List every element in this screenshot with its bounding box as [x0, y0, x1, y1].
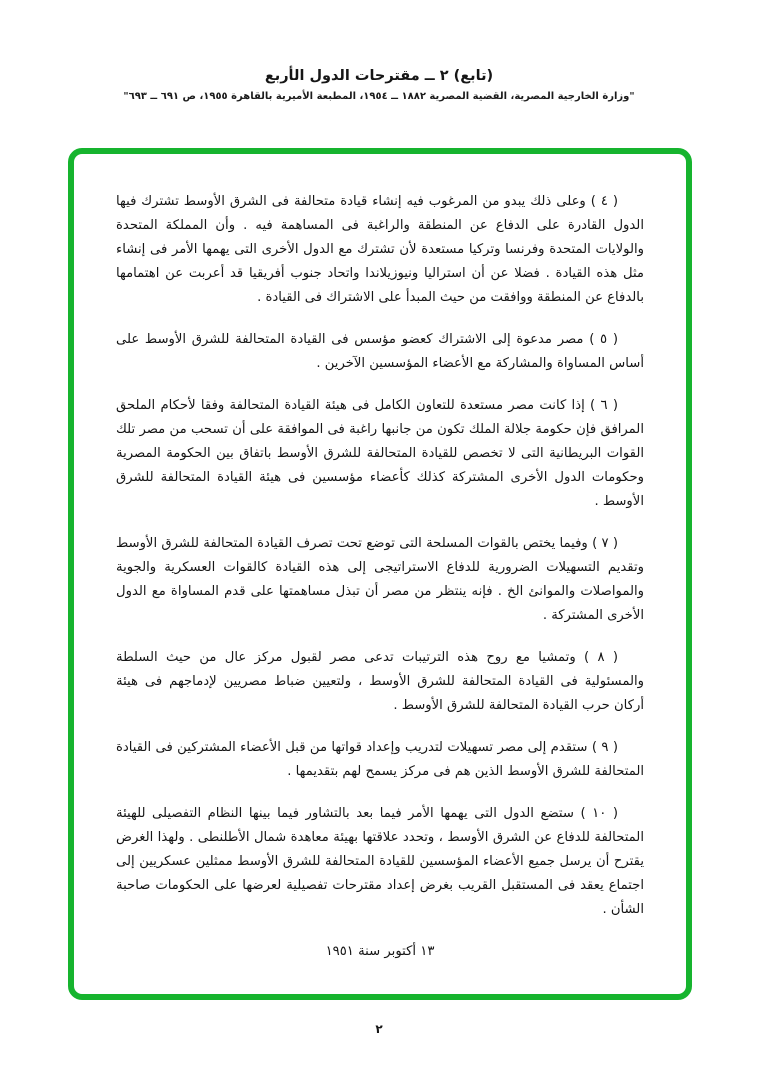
paragraph-9	[116, 736, 644, 784]
paragraph-text: مصر مدعوة إلى الاشتراك كعضو مؤسس فى القيادة المتحالفة للشرق الأوسط على أساس المساواة والمشاركة مع الأعضاء المؤسسين الآخرين .	[116, 332, 644, 371]
paragraph-text: وعلى ذلك يبدو من المرغوب فيه إنشاء قيادة متحالفة فى الشرق الأوسط تشترك فيها الدول القادرة على الدفاع عن المنطقة والراغبة فى المساهمة فيه . وأن المملكة المتحدة والولايات المتحدة وفرنسا وتركيا مستعدة لأن تشترك مع الدول الأخرى التى يهمها الأمر فى إنشاء مثل هذه القيادة . فضلا عن أن استراليا ونيوزيلاندا واتحاد جنوب أفريقيا قد أعربت عن اهتمامها بالدفاع عن المنطقة ووافقت من حيث المبدأ على الاشتراك فى القيادة .	[116, 194, 644, 305]
paragraph-text: ستقدم إلى مصر تسهيلات لتدريب وإعداد قواتها من قبل الأعضاء المشتركين فى القيادة المتحالفة للشرق الأوسط الذين هم فى مركز يسمح لهم بتقديمها .	[116, 740, 644, 779]
highlight-box	[68, 148, 692, 1000]
paragraph-6	[116, 394, 644, 514]
paragraph-text: وفيما يختص بالقوات المسلحة التى توضع تحت تصرف القيادة المتحالفة للشرق الأوسط وتقديم التسهيلات الضرورية للدفاع الاستراتيجى إلى هذه القيادة كالقوات العسكرية والجوية والمواصلات والموانئ الخ . فإنه ينتظر من مصر أن تبذل مساهمتها على قدم المساواة مع الدول الأخرى المشتركة .	[116, 536, 644, 623]
document-header	[0, 68, 758, 102]
paragraph-number: ( ٨ )	[584, 650, 618, 665]
paragraph-4	[116, 190, 644, 310]
paragraph-5	[116, 328, 644, 376]
date-line: ١٣ أكتوبر سنة ١٩٥١	[325, 944, 435, 959]
paragraph-number: ( ١٠ )	[580, 806, 618, 821]
paragraph-number: ( ٩ )	[591, 740, 619, 755]
paragraph-text: ستضع الدول التى يهمها الأمر فيما بعد بالتشاور فيما بينها النظام التفصيلى للهيئة المتحالفة للدفاع عن الشرق الأوسط ، وتحدد علاقتها بهيئة معاهدة شمال الأطلنطى . ولهذا الغرض يقترح أن يرسل جميع الأعضاء المؤسسين للقيادة المتحالفة للشرق الأوسط ممثلين عسكريين إلى اجتماع يعقد فى المستقبل القريب بغرض إعداد مقترحات تفصيلية لعرضها على الحكومات صاحبة الشأن .	[116, 806, 644, 917]
paragraph-text: وتمشيا مع روح هذه الترتيبات تدعى مصر لقبول مركز عال من حيث السلطة والمسئولية فى القيادة المتحالفة للشرق الأوسط ، ولتعيين ضباط مصريين لإدماجهم فى هيئة أركان حرب القيادة المتحالفة للشرق الأوسط .	[116, 650, 644, 713]
paragraph-text: إذا كانت مصر مستعدة للتعاون الكامل فى هيئة القيادة المتحالفة وفقا لأحكام الملحق المرافق فإن حكومة جلالة الملك تكون من جانبها راغبة فى الموافقة على أن تسحب من مصر تلك القوات البريطانية التى لا تخصص للقيادة المتحالفة للشرق الأوسط باتفاق بين الحكومة المصرية وحكومات الدول الأخرى المشتركة كذلك كأعضاء مؤسسين فى هيئة القيادة المتحالفة للشرق الأوسط .	[116, 398, 644, 509]
paragraph-number: ( ٦ )	[590, 398, 618, 413]
paragraph-10	[116, 802, 644, 922]
page-title: (تابع) ٢ ــ مقترحات الدول الأربع	[264, 68, 494, 84]
document-body	[74, 154, 686, 964]
page-number: ٢	[375, 1022, 383, 1036]
paragraph-8	[116, 646, 644, 718]
paragraph-number: ( ٤ )	[590, 194, 618, 209]
paragraph-7	[116, 532, 644, 628]
citation-line: "وزارة الخارجية المصرية، القضية المصرية ١٨٨٢ ــ ١٩٥٤، المطبعة الأميرية بالقاهرة ١٩٥٥، ص ٦٩١ ــ ٦٩٣"	[123, 91, 635, 102]
paragraph-number: ( ٧ )	[592, 536, 618, 551]
paragraph-number: ( ٥ )	[589, 332, 618, 347]
